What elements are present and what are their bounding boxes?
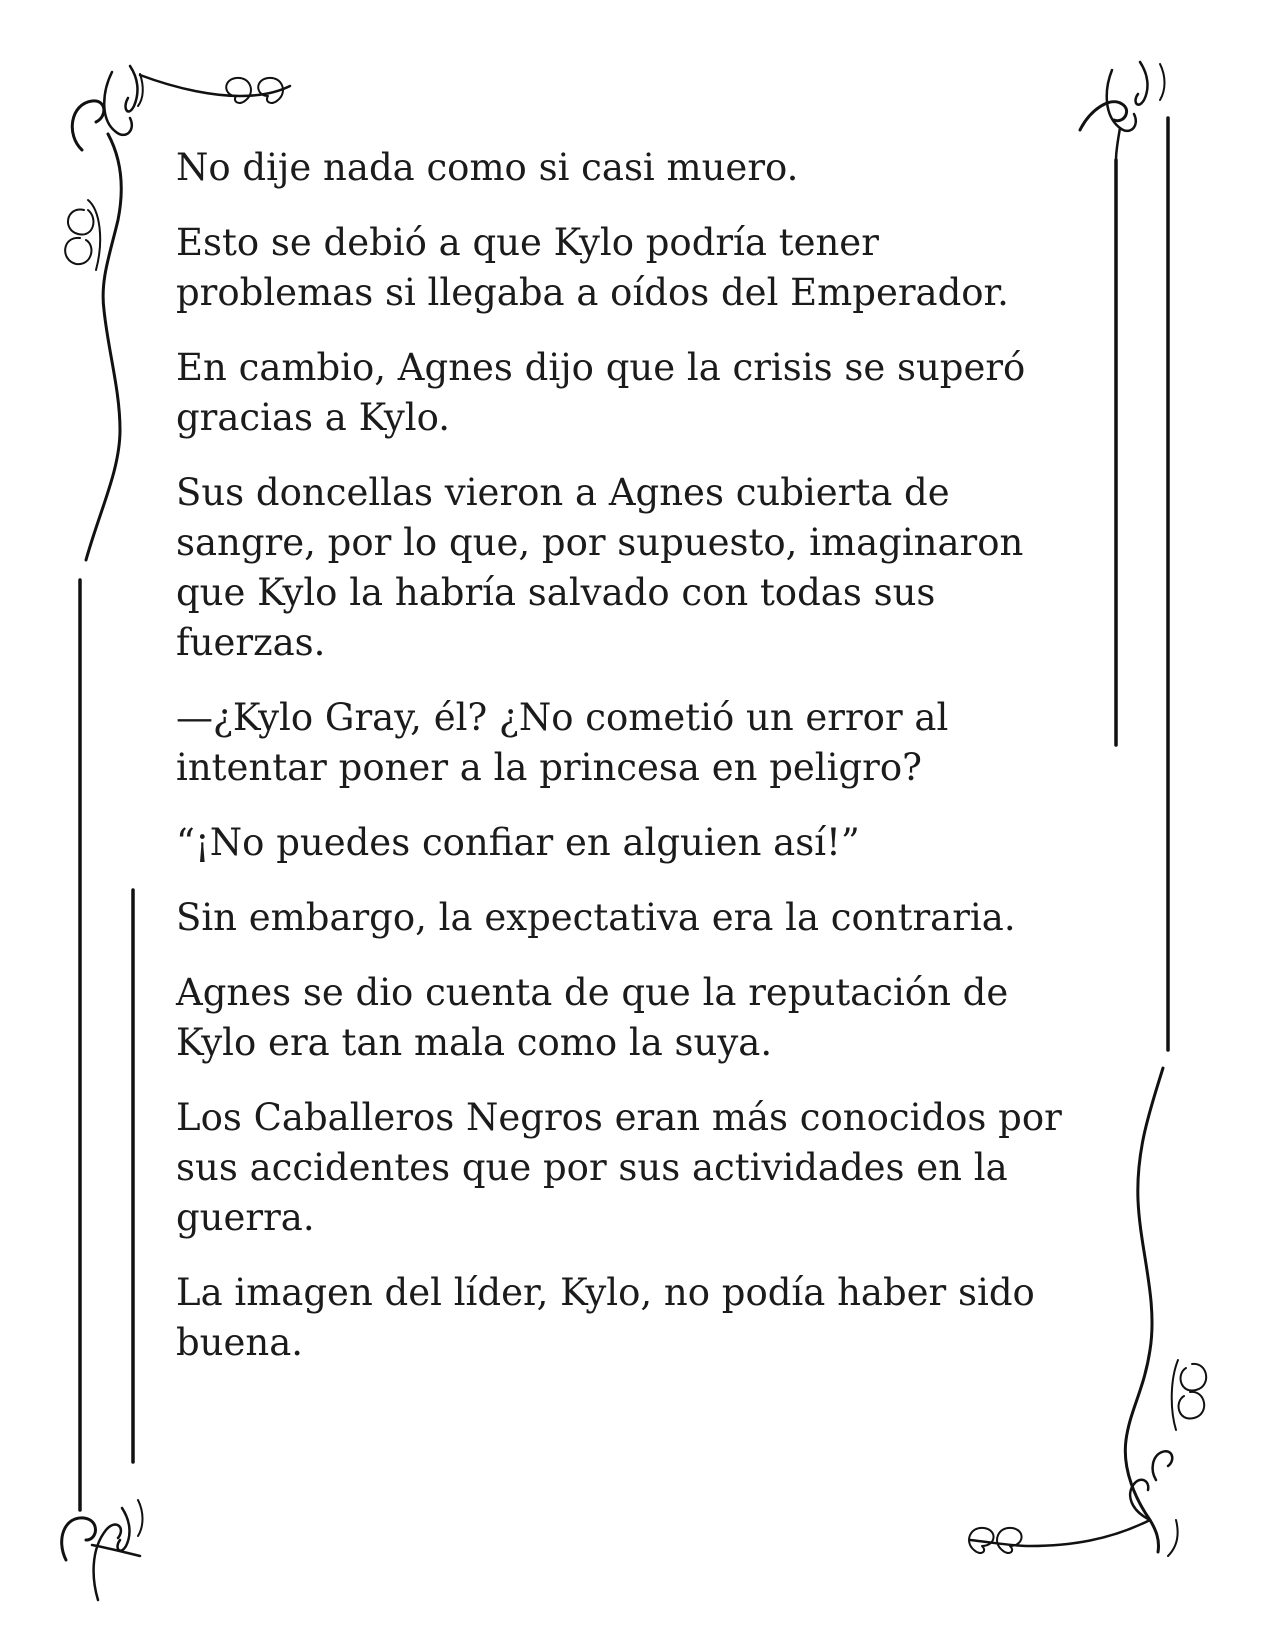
paragraph: Esto se debió a que Kylo podría tener problemas si llegaba a oídos del Emperador.	[176, 221, 1009, 314]
paragraph: —¿Kylo Gray, él? ¿No cometió un error al intentar poner a la princesa en peligro?	[176, 696, 949, 789]
top-right-flourish	[1080, 62, 1165, 160]
paragraph: Los Caballeros Negros eran más conocidos por sus accidentes que por sus actividades en la guerra.	[176, 1096, 1062, 1239]
paragraph: Sin embargo, la expectativa era la contraria.	[176, 896, 1016, 939]
document-body	[176, 143, 1076, 1393]
paragraph: Agnes se dio cuenta de que la reputación de Kylo era tan mala como la suya.	[176, 971, 1009, 1064]
paragraph: Sus doncellas vieron a Agnes cubierta de sangre, por lo que, por supuesto, imaginaron que Kylo la habría salvado con todas sus fuerzas.	[176, 471, 1024, 664]
paragraph: La imagen del líder, Kylo, no podía haber sido buena.	[176, 1271, 1035, 1364]
paragraph: “¡No puedes confiar en alguien así!”	[176, 821, 860, 864]
paragraph: En cambio, Agnes dijo que la crisis se superó gracias a Kylo.	[176, 346, 1026, 439]
paragraph: No dije nada como si casi muero.	[176, 146, 799, 189]
bottom-left-flourish	[62, 1500, 143, 1600]
